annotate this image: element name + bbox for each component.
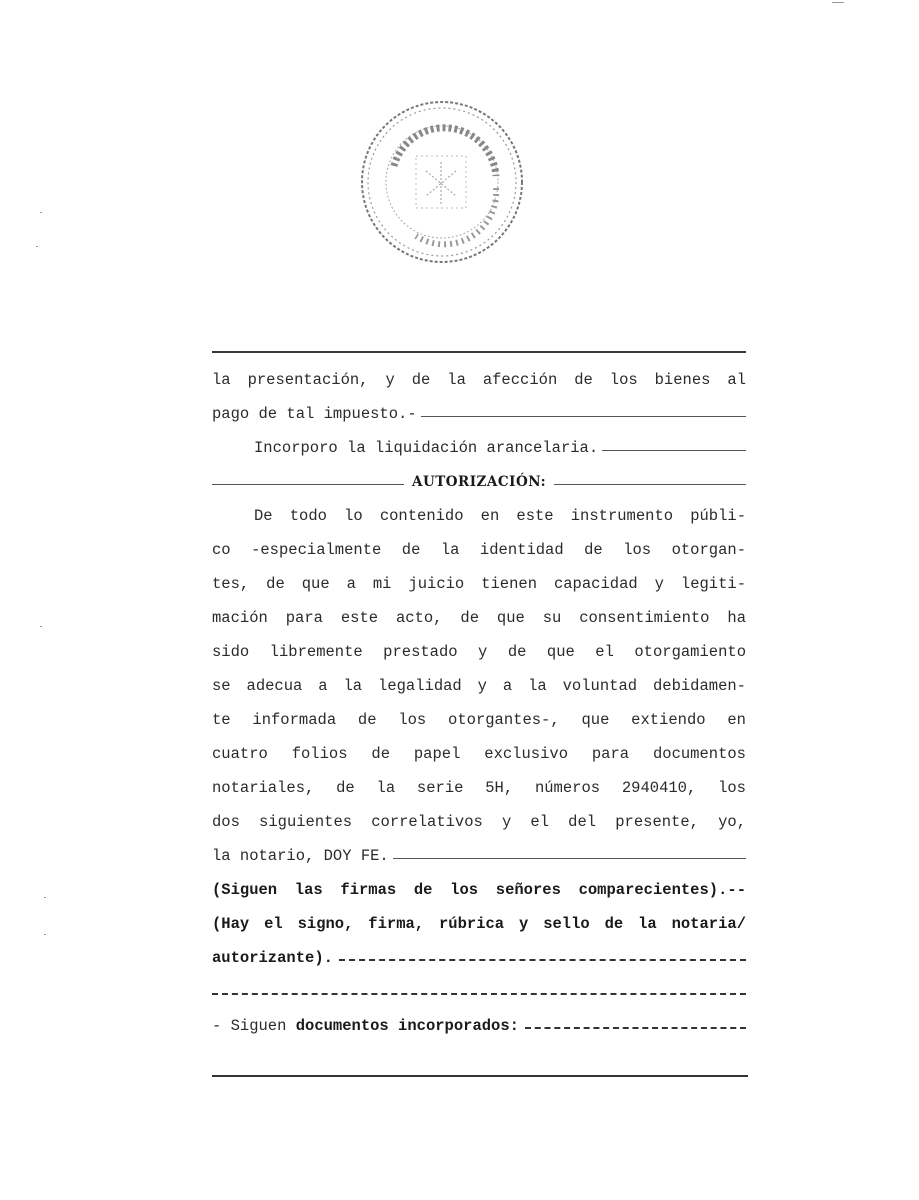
text-line: te informada de los otorgantes-, que extiendo en [212,711,746,729]
text-line: Incorporo la liquidación arancelaria. [212,431,746,465]
text-line: mación para este acto, de que su consentimiento ha [212,609,746,627]
fill-rule [421,416,746,417]
dash-rule [525,1027,746,1029]
top-rule [212,351,746,353]
text-line: la presentación, y de la afección de los bienes al [212,371,746,389]
scan-speck [36,246,38,247]
text-line: cuatro folios de papel exclusivo para documentos [212,745,746,763]
fill-rule [393,858,746,859]
text-line: De todo lo contenido en este instrumento públi- [254,507,746,525]
scan-speck [40,626,42,627]
scan-speck [44,897,46,898]
section-heading: AUTORIZACIÓN: [411,474,547,490]
scan-speck [44,934,46,935]
text-line: autorizante). [212,941,746,975]
bottom-rule [212,1075,748,1077]
dash-rule [339,959,746,961]
text-line: la notario, DOY FE. [212,839,746,873]
signatures-line: (Siguen las firmas de los señores comparecientes).-- [212,881,746,899]
text-line: dos siguientes correlativos y el del presente, yo, [212,813,746,831]
text-line: tes, de que a mi juicio tienen capacidad y legiti- [212,575,746,593]
fill-rule [554,484,746,485]
notary-seal-icon [356,96,528,268]
section-heading-line [212,465,746,499]
document-body [212,363,746,1043]
fill-rule [602,450,746,451]
fill-rule [212,484,404,485]
scan-speck [40,212,42,213]
signatures-line: (Hay el signo, firma, rúbrica y sello de la notaria/ [212,915,746,933]
dash-rule [212,993,746,995]
text-line: co -especialmente de la identidad de los otorgan- [212,541,746,559]
text-line: notariales, de la serie 5H, números 2940410, los [212,779,746,797]
text-line: se adecua a la legalidad y a la voluntad debidamen- [212,677,746,695]
text-line: pago de tal impuesto.- [212,397,746,431]
text-line: sido libremente prestado y de que el otorgamiento [212,643,746,661]
text-line: - Siguen documentos incorporados: [212,1009,746,1043]
dash-line [212,975,746,1009]
scan-speck [832,2,844,3]
